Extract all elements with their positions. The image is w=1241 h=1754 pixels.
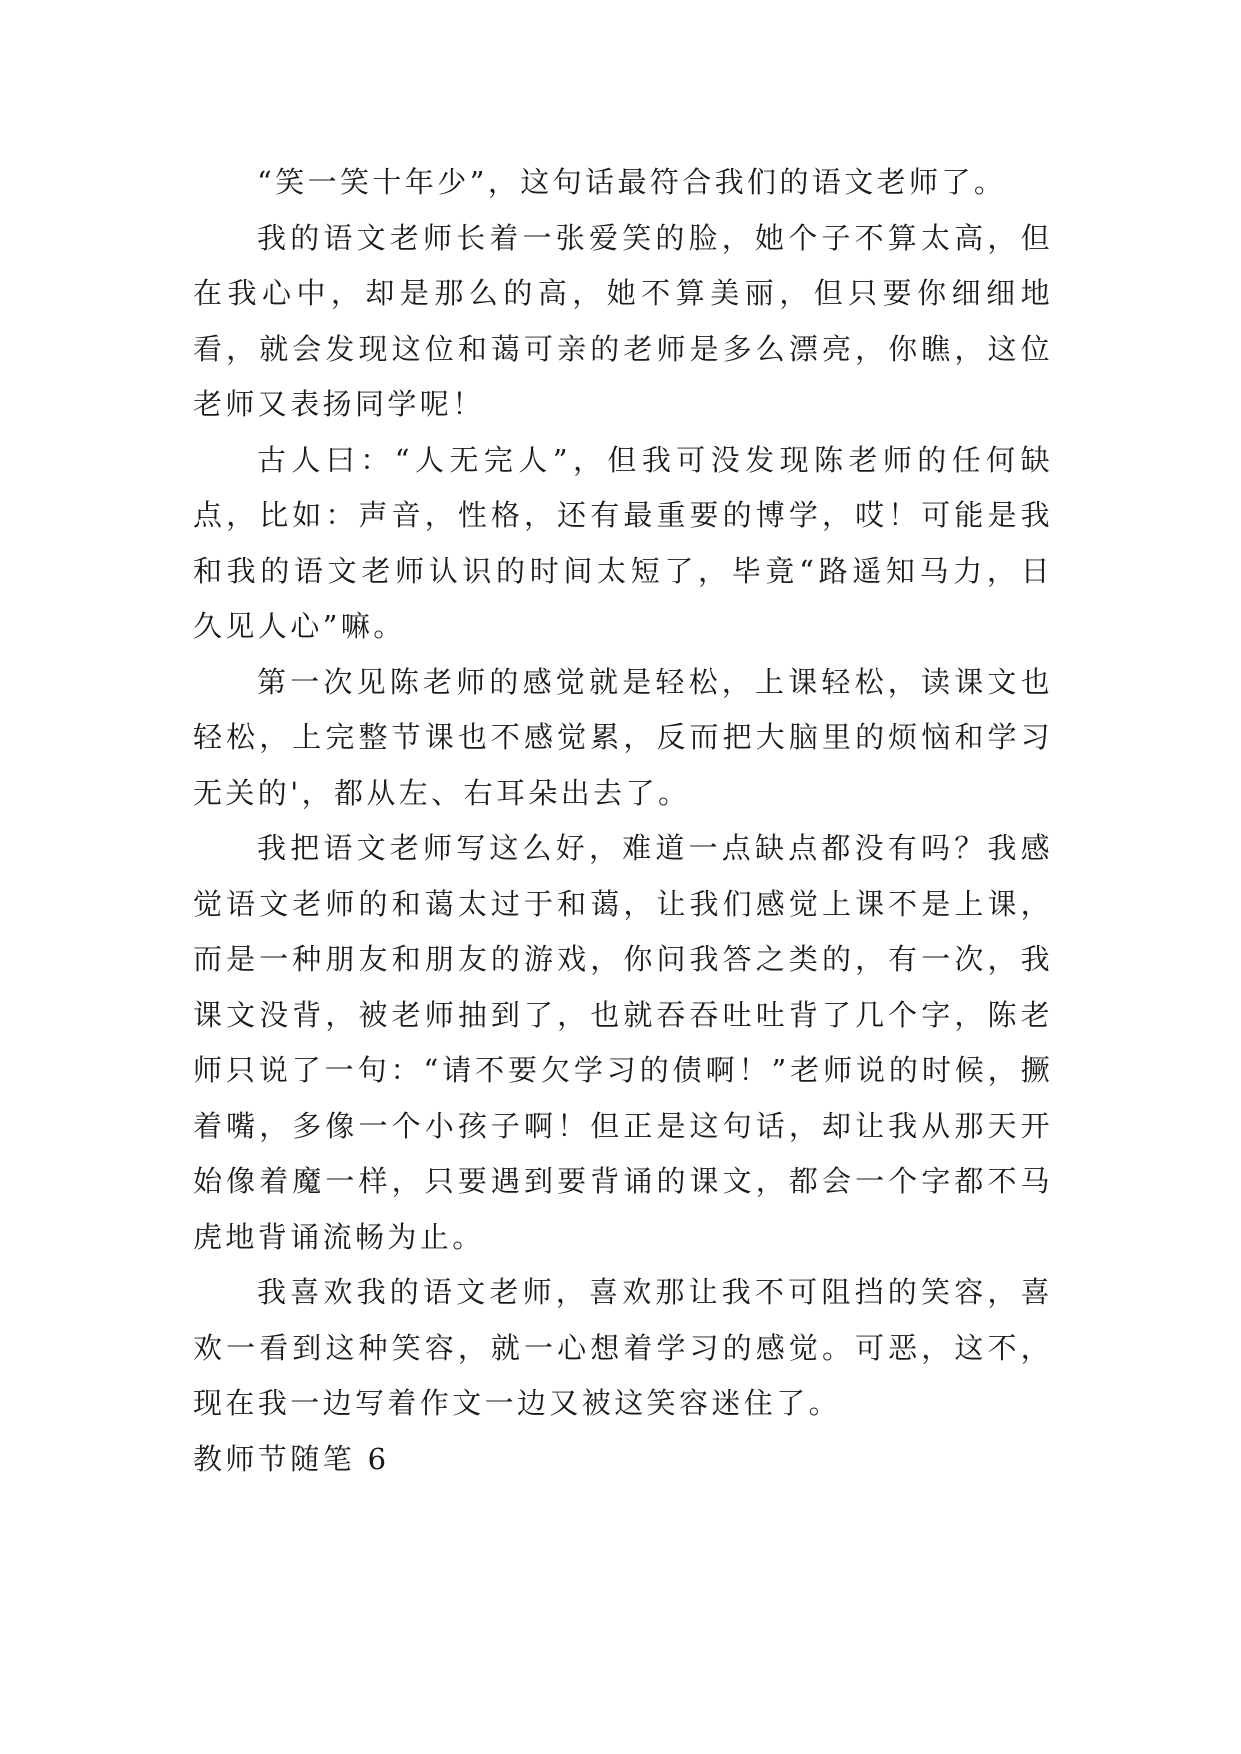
- paragraph-6: 我喜欢我的语文老师，喜欢那让我不可阻挡的笑容，喜欢一看到这种笑容，就一心想着学习的感觉。可恶，这不，现在我一边写着作文一边又被这笑容迷住了。: [193, 1275, 1053, 1420]
- paragraph-4: 第一次见陈老师的感觉就是轻松，上课轻松，读课文也轻松，上完整节课也不感觉累，反而把大脑里的烦恼和学习无关的'，都从左、右耳朵出去了。: [193, 664, 1053, 810]
- paragraph-1: “笑一笑十年少”，这句话最符合我们的语文老师了。: [257, 165, 1007, 199]
- document-page: [193, 155, 1053, 1487]
- section-heading: 教师节随笔 6: [193, 1441, 390, 1476]
- paragraph-3: 古人曰：“人无完人”，但我可没发现陈老师的任何缺点，比如：声音，性格，还有最重要的博学，哎！可能是我和我的语文老师认识的时间太短了，毕竟“路遥知马力，日久见人心”嘛。: [193, 442, 1053, 643]
- paragraph-2: 我的语文老师长着一张爱笑的脸，她个子不算太高，但在我心中，却是那么的高，她不算美丽，但只要你细细地看，就会发现这位和蔼可亲的老师是多么漂亮，你瞧，这位老师又表扬同学呢！: [193, 220, 1053, 421]
- paragraph-5: 我把语文老师写这么好，难道一点缺点都没有吗？我感觉语文老师的和蔼太过于和蔼，让我们感觉上课不是上课，而是一种朋友和朋友的游戏，你问我答之类的，有一次，我课文没背，被老师抽到了，也就吞吞吐吐背了几个字，陈老师只说了一句：“请不要欠学习的债啊！”老师说的时候，撅着嘴，多像一个小孩子啊！但正是这句话，却让我从那天开始像着魔一样，只要遇到要背诵的课文，都会一个字都不马虎地背诵流畅为止。: [193, 831, 1053, 1254]
